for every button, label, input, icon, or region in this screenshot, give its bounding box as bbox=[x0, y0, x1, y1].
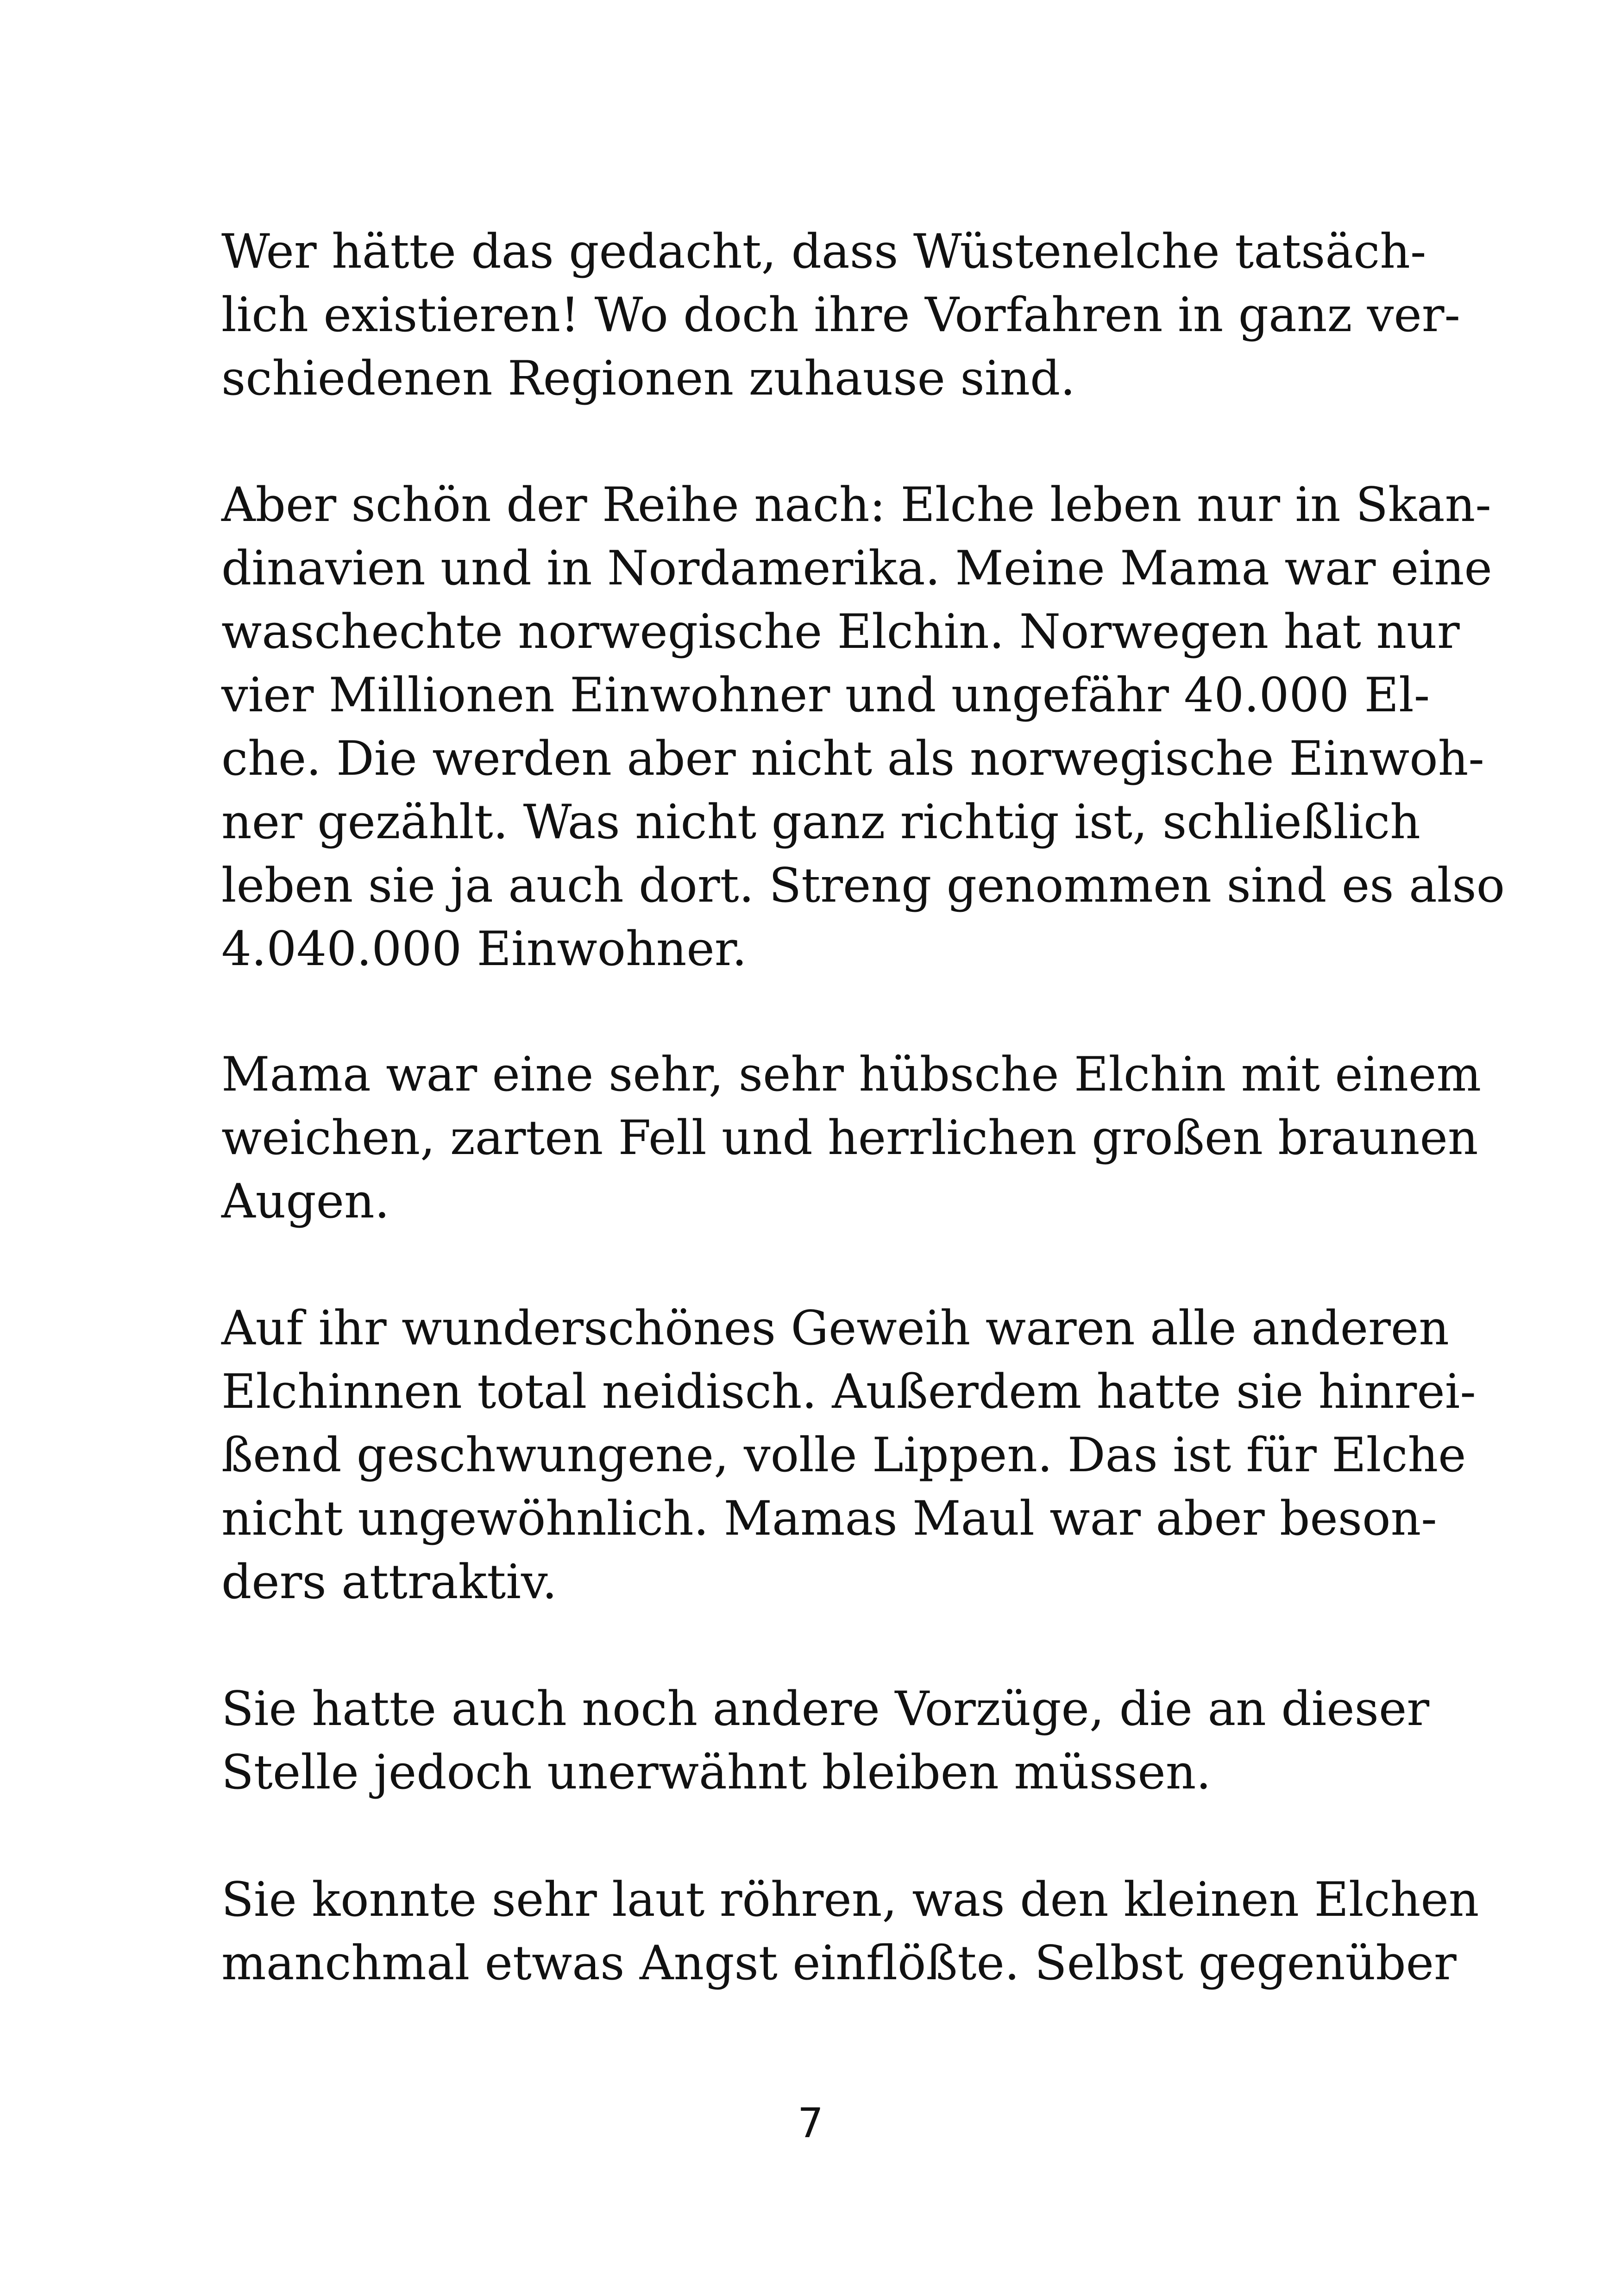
text-line: ders attraktiv. bbox=[221, 1555, 557, 1610]
text-line: weichen, zarten Fell und herrlichen großen braunen bbox=[221, 1110, 1478, 1166]
paragraph-5 bbox=[221, 1677, 1430, 1804]
text-line: waschechte norwegische Elchin. Norwegen hat nur bbox=[221, 604, 1460, 659]
text-line: dinavien und in Nordamerika. Meine Mama war eine bbox=[221, 541, 1492, 596]
text-line: lich existieren! Wo doch ihre Vorfahren in ganz ver- bbox=[221, 288, 1460, 343]
text-line: 4.040.000 Einwohner. bbox=[221, 922, 747, 977]
text-line: ner gezählt. Was nicht ganz richtig ist, schließlich bbox=[221, 795, 1420, 850]
text-line: vier Millionen Einwohner und ungefähr 40.000 El- bbox=[221, 668, 1430, 723]
text-line: Stelle jedoch unerwähnt bleiben müssen. bbox=[221, 1745, 1211, 1800]
text-line: Mama war eine sehr, sehr hübsche Elchin mit einem bbox=[221, 1047, 1482, 1102]
text-line: ßend geschwungene, volle Lippen. Das ist für Elche bbox=[221, 1428, 1466, 1483]
paragraph-4 bbox=[221, 1297, 1476, 1614]
text-line: Sie konnte sehr laut röhren, was den kleinen Elchen bbox=[221, 1872, 1479, 1927]
text-line: leben sie ja auch dort. Streng genommen sind es also bbox=[221, 858, 1505, 913]
text-line: schiedenen Regionen zuhause sind. bbox=[221, 351, 1075, 406]
page-number: 7 bbox=[798, 2099, 823, 2147]
text-line: manchmal etwas Angst einflößte. Selbst gegenüber bbox=[221, 1936, 1457, 1991]
paragraph-1 bbox=[221, 220, 1460, 410]
paragraph-3 bbox=[221, 1043, 1482, 1233]
text-line: nicht ungewöhnlich. Mamas Maul war aber beson- bbox=[221, 1491, 1437, 1546]
text-line: Aber schön der Reihe nach: Elche leben nur in Skan- bbox=[221, 477, 1491, 533]
text-line: Sie hatte auch noch andere Vorzüge, die an dieser bbox=[221, 1681, 1430, 1737]
text-line: Wer hätte das gedacht, dass Wüstenelche tatsäch- bbox=[221, 224, 1426, 279]
text-line: che. Die werden aber nicht als norwegische Einwoh- bbox=[221, 731, 1484, 786]
paragraph-2 bbox=[221, 473, 1505, 981]
text-line: Auf ihr wunderschönes Geweih waren alle anderen bbox=[221, 1301, 1449, 1356]
text-line: Augen. bbox=[221, 1174, 390, 1229]
text-line: Elchinnen total neidisch. Außerdem hatte sie hinrei- bbox=[221, 1364, 1476, 1419]
paragraph-6 bbox=[221, 1868, 1479, 1995]
